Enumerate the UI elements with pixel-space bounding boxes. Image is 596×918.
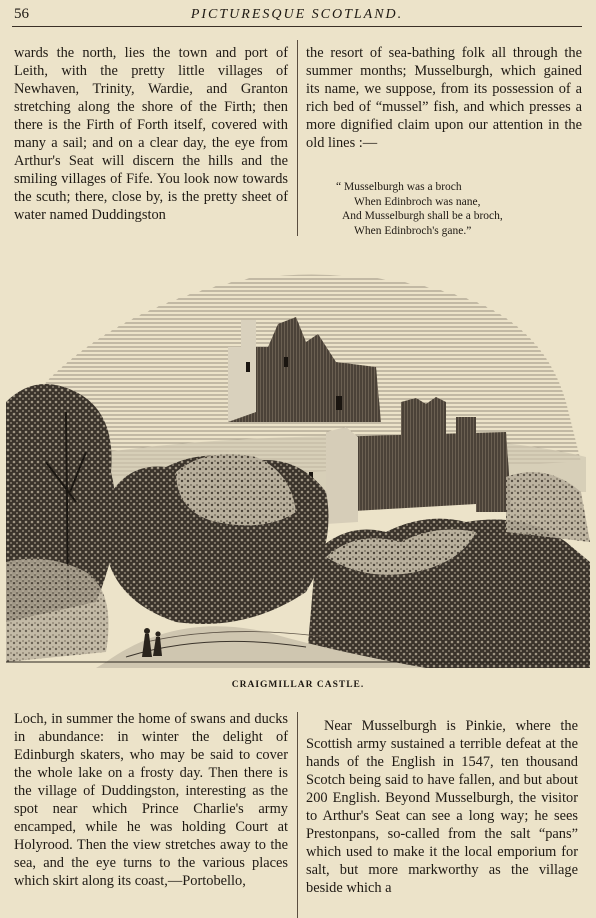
verse-quotation: [336, 180, 576, 238]
top-left-column: [14, 44, 288, 224]
engraving-illustration: [6, 262, 590, 668]
top-right-column: [306, 44, 582, 152]
bottom-right-paragraph: Near Musselburgh is Pinkie, where the Scottish army sustained a terrible defeat at the hands of the English in 1547, ten thousand Scotch being said to have fallen, and but about 200 English. Beyond Musselburgh, the visitor to Arthur's Seat can see a long way; he sees Prestonpans, so-called from the salt “pans” which used to make it the local emporium for salt, but more markworthy as the village beside which a: [306, 718, 578, 896]
column-divider-top: [297, 40, 298, 236]
page-header: [12, 4, 582, 27]
bottom-left-column: [14, 710, 288, 890]
top-left-paragraph: wards the north, lies the town and port of Leith, with the pretty little villages of Newhaven, Trinity, Wardie, and Granton stretching along the shore of the Firth; then there is the Firth of Forth itself, covered with many a sail; and on a clear day, the eye from Arthur's Seat will discern the hills and the smiling villages of Fife. You look now towards the scuth; there, close by, is the pretty sheet of water named Duddingston: [14, 45, 288, 223]
trees-left: [6, 384, 116, 662]
running-title: PICTURESQUE SCOTLAND.: [190, 7, 404, 22]
page-number: 56: [14, 6, 29, 22]
figure-caption: CRAIGMILLAR CASTLE.: [231, 680, 365, 690]
castle-engraving: [6, 262, 590, 668]
bottom-right-column: [306, 717, 578, 897]
verse-line: When Edinbroch was nane,: [354, 195, 481, 208]
column-divider-bottom: [297, 712, 298, 918]
verse-line: “ Musselburgh was a broch: [336, 181, 462, 193]
verse-line: And Musselburgh shall be a broch,: [342, 210, 503, 222]
bottom-left-paragraph: Loch, in summer the home of swans and ducks in abundance: in winter the delight of Edinburgh skaters, who may be said to cover the whole lake on a frosty day. Then there is the village of Duddingston, interesting as the spot near which Prince Charlie's army encamped, while he was holding Court at Holyrood. Then the view stretches away to the sea, and the eye turns to the various places which skirt along its coast,—Portobello,: [14, 711, 288, 889]
trees-center: [106, 454, 329, 624]
top-right-paragraph: the resort of sea-bathing folk all through the summer months; Musselburgh, which gained its name, we suppose, from its possession of a rich bed of “mussel” fish, and which presses a more dignified claim upon our attention in the old lines :—: [306, 45, 582, 151]
verse-line: When Edinbroch's gane.”: [354, 224, 472, 237]
